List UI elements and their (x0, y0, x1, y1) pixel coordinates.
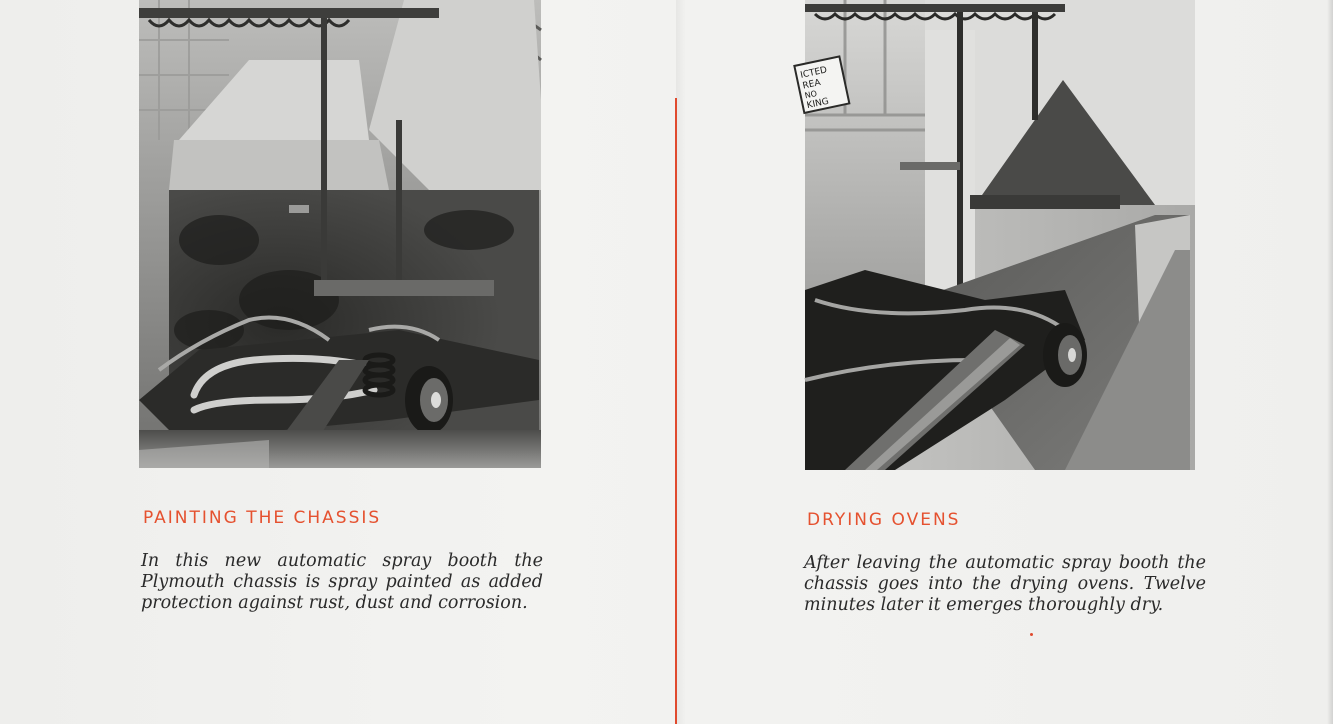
ink-speck (1030, 633, 1033, 636)
sign-line-4: KING (805, 96, 830, 112)
gutter-shadow (676, 0, 686, 724)
sign-line-2: REA (801, 77, 822, 92)
section-heading-painting: PAINTING THE CHASSIS (143, 508, 382, 528)
photo-drying-ovens (799, 0, 1195, 470)
section-heading-drying: DRYING OVENS (807, 510, 961, 530)
center-divider-line (675, 98, 677, 724)
caption-drying: After leaving the automatic spray booth the chassis goes into the drying ovens. Twelve minutes later it emerges thoroughly dry. (804, 553, 1206, 615)
page-edge-shadow (1327, 0, 1333, 724)
sign-line-1: ICTED (799, 65, 829, 81)
sign-line-3: NO (803, 88, 818, 101)
caption-painting: In this new automatic spray booth the Plymouth chassis is spray painted as added protection against rust, dust and corrosion. (141, 551, 543, 613)
photo-spray-booth (139, 0, 541, 468)
